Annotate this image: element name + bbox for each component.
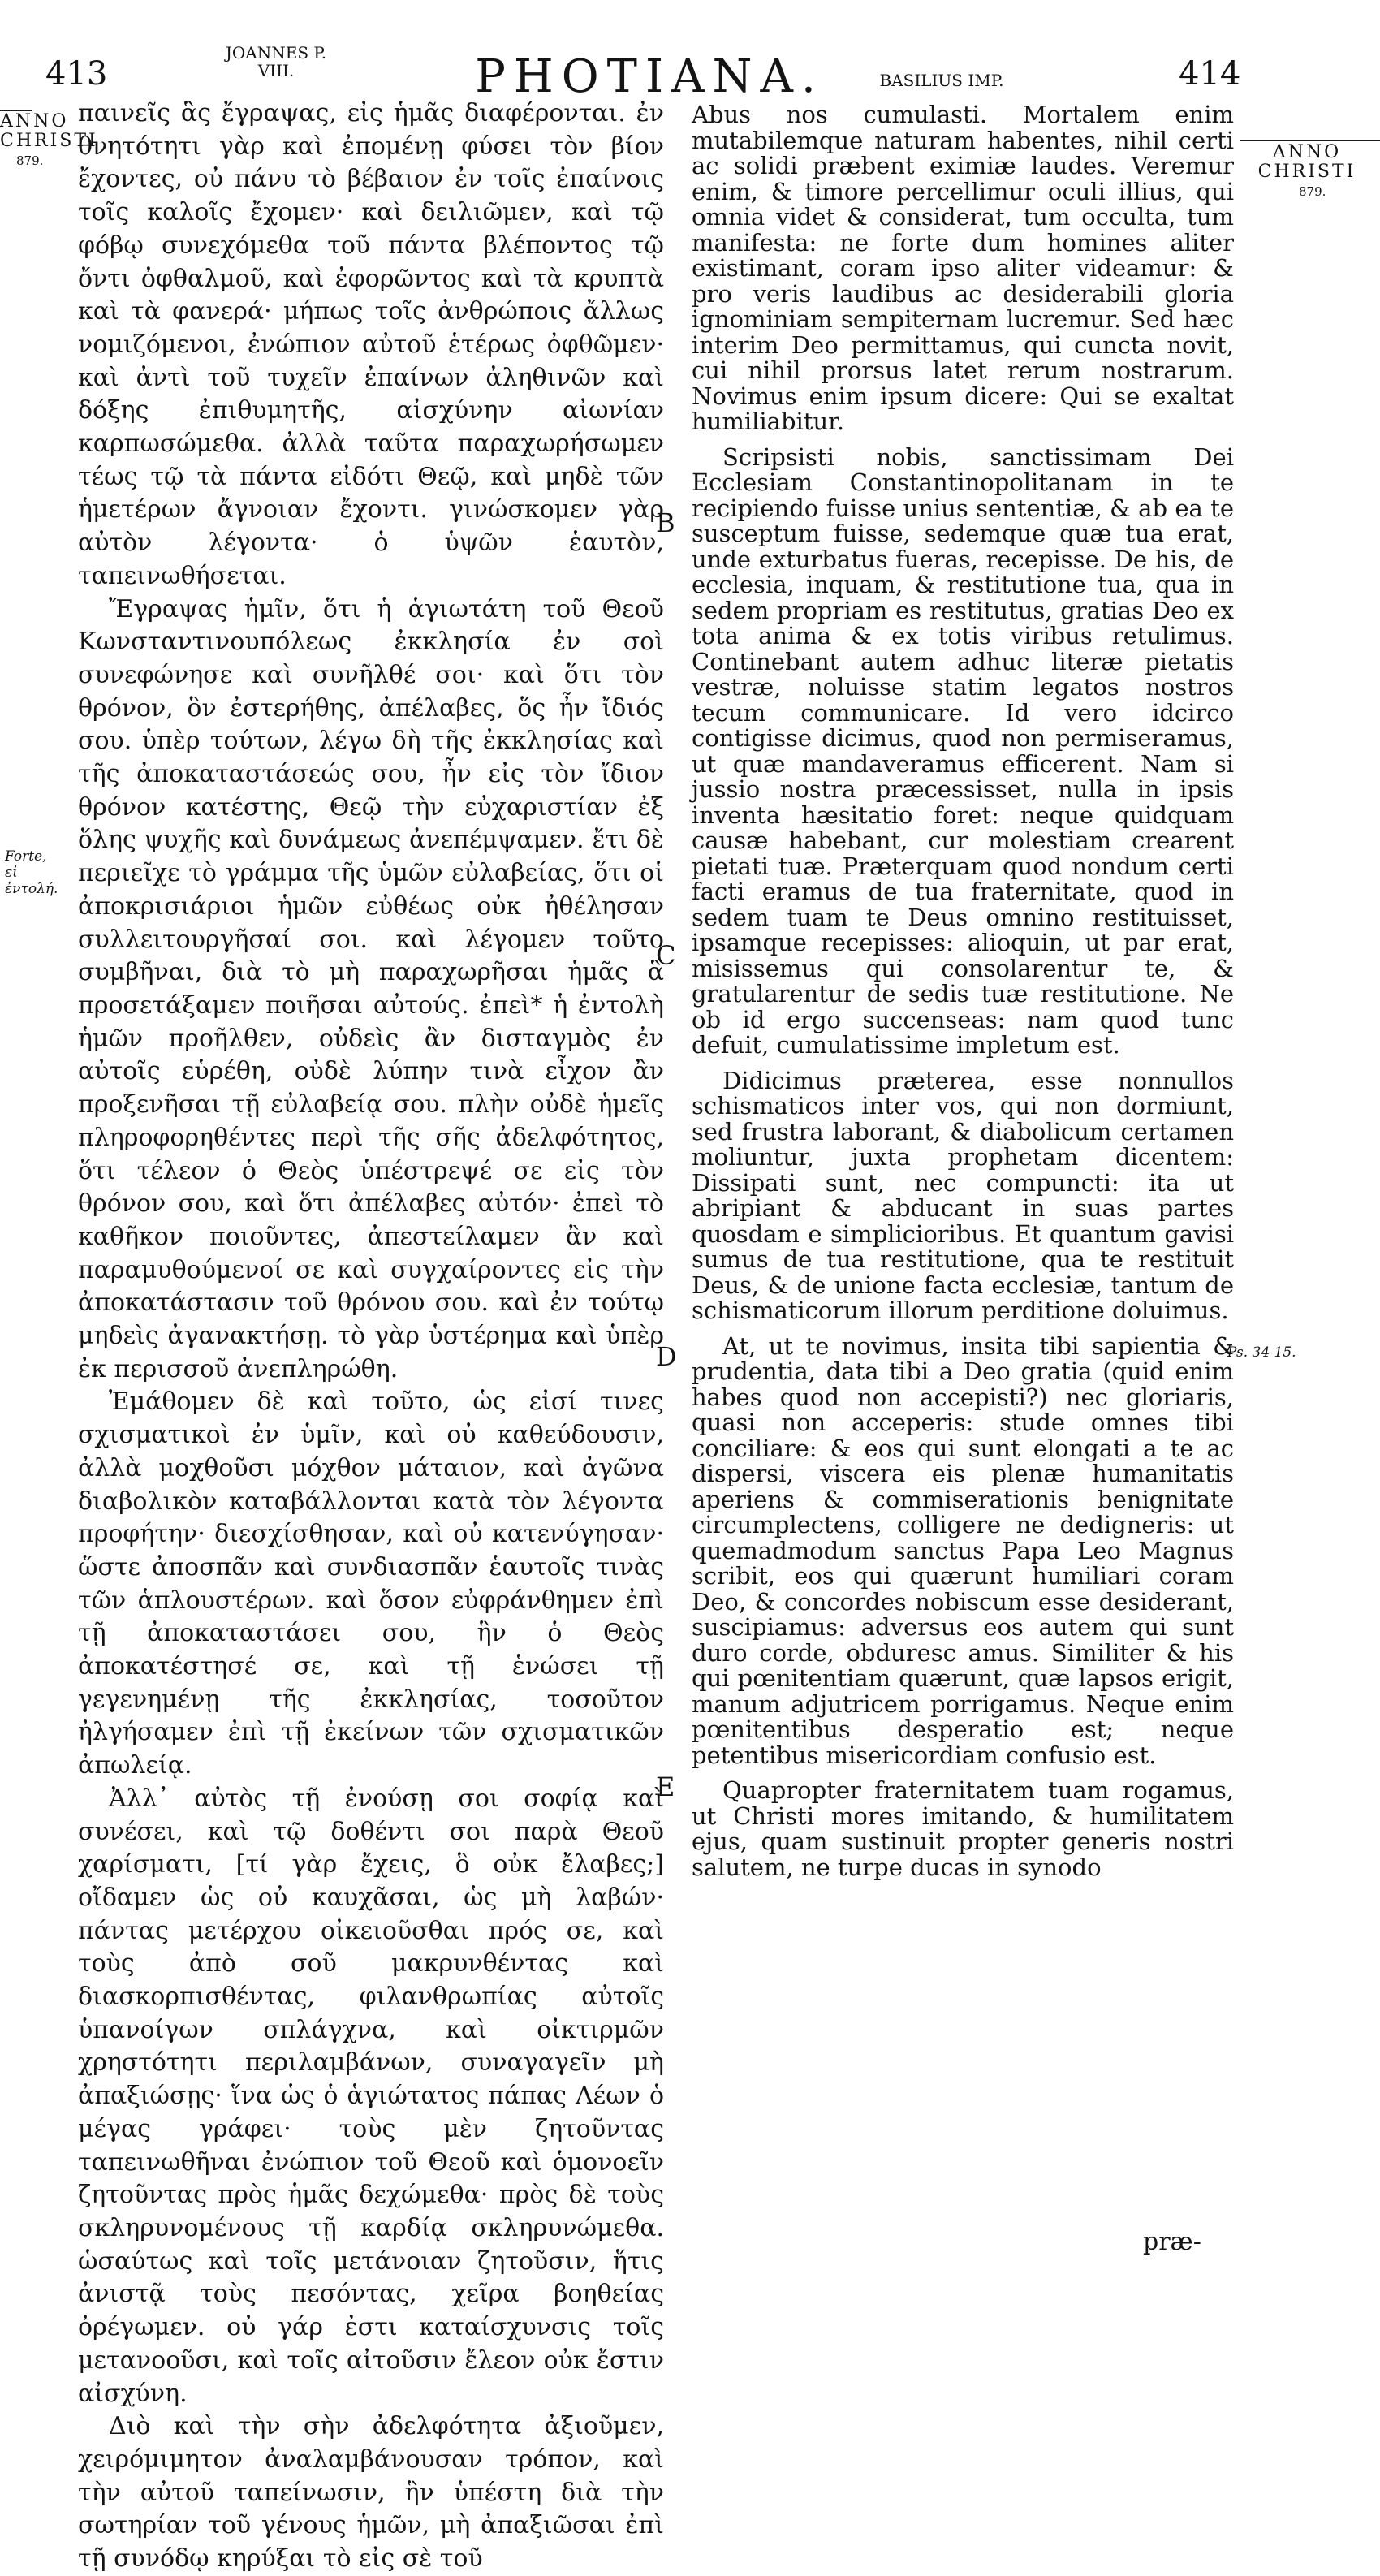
page-number-right: 414 — [1179, 55, 1241, 93]
catchword: præ- — [1143, 2228, 1201, 2256]
greek-paragraph: Διὸ καὶ τὴν σὴν ἀδελφότητα ἀξιοῦμεν, χειρόμιμητον ἀναλαμβάνουσαν τρόπον, καὶ τὴν αὐτοῦ ταπείνωσιν, ἣν ὑπέστη διὰ τὴν σωτηρίαν τοῦ γένους ἡμῶν, μὴ ἀπαξιῶσαι ἐπὶ τῇ συνόδῳ κηρύξαι τὸ εἰς σὲ τοῦ — [78, 2412, 664, 2574]
anno-label-right: ANNO CHRISTI — [1257, 142, 1356, 182]
page-number-left: 413 — [45, 55, 108, 93]
section-marker-c: C — [656, 940, 676, 971]
latin-paragraph: Didicimus præterea, esse nonnullos schismaticos inter vos, qui non dormiunt, sed frustra laborant, & diabolicum certamen moliuntur, juxta prophetam dicentem: Dissipati sunt, nec compuncti: ita ut abripiant & abducant in suas partes quosdam e simplicioribus. Et quantum gavisi sumus de tua restitutione, qua te restituit Deus, & de unione facta ecclesiæ, tantum de schismaticorum illorum perditione doluimus. — [692, 1066, 1234, 1324]
greek-column — [78, 97, 664, 2576]
anno-christi-left — [0, 111, 98, 170]
anno-christi-right — [1242, 143, 1372, 201]
greek-paragraph: Ἀλλ᾽ αὐτὸς τῇ ἐνούσῃ σοι σοφίᾳ καὶ συνέσει, καὶ τῷ δοθέντι σοι παρὰ Θεοῦ χαρίσματι, [τί γὰρ ἔχεις, ὃ οὐκ ἔλαβες;] οἴδαμεν ὡς οὐ καυχᾶσαι, ὡς μὴ λαβών· πάντας μετέρχου οἰκειοῦσθαι πρός σε, καὶ τοὺς ἀπὸ σοῦ μακρυνθέντας καὶ διασκορπισθέντας, φιλανθρωπίας αὐτοῖς ὑπανοίγων σπλάγχνα, καὶ οἰκτιρμῶν χρηστότητι περιλαμβάνων, συναγαγεῖν μὴ ἀπαξιώσῃς· ἵνα ὡς ὁ ἁγιώτατος πάπας Λέων ὁ μέγας γράφει· τοὺς μὲν ζητοῦντας ταπεινωθῆναι ἐνώπιον τοῦ Θεοῦ καὶ ὁμονοεῖν ζητοῦντας πρὸς ἡμᾶς δεχώμεθα· πρὸς δὲ τοὺς σκληρυνομένους τῇ καρδίᾳ σκληρυνώμεθα. ὡσαύτως καὶ τοῖς μετάνοιαν ζητοῦσιν, ἥτις ἀνιστᾷ τοὺς πεσόντας, χεῖρα βοηθείας ὀρέγωμεν. οὐ γάρ ἐστι καταίσχυνσις τοῖς μετανοοῦσι, καὶ τοῖς αἰτοῦσιν ἔλεον οὐκ ἔστιν αἰσχύνη. — [78, 1784, 664, 2408]
section-marker-e: E — [656, 1771, 675, 1802]
page-title: PHOTIANA. — [475, 50, 824, 103]
anno-year-right: 879. — [1299, 184, 1326, 199]
latin-paragraph: Abus nos cumulasti. Mortalem enim mutabilemque naturam habentes, nihil certi ac solidi præbent eximiæ laudes. Veremur enim, & timore percellimur oculi illius, qui omnia videt & considerat, tum occulta, tum manifesta: ne forte dum homines aliter existimant, coram ipso aliter videamur: & pro veris laudibus ac desiderabili gloria ignominiam sempiternam lucremur. Sed hæc interim Deo permittamus, qui cuncta novit, cui nihil prorsus latet rerum nostrarum. Novimus enim ipsum dicere: Qui se exaltat humiliabitur. — [692, 101, 1234, 435]
running-head-right: BASILIUS IMP. — [879, 71, 1004, 90]
latin-paragraph: At, ut te novimus, insita tibi sapientia & prudentia, data tibi a Deo gratia (quid enim habes quod non accepisti?) nec gloriaris, quasi non acceperis: stude omnes tibi conciliare: & eos qui sunt elongati a te ac dispersi, viscera eis plenæ humanitatis aperiens & commiserationis benignitate circumplectens, colligere ne dedigneris: ut quemadmodum sanctus Papa Leo Magnus scribit, eos qui quærunt humiliari coram Deo, & concordes nobiscum esse desiderant, suscipiamus: adversus eos autem qui sunt duro corde, obduresc amus. Similiter & his qui pœnitentiam quærunt, quæ lapsos erigit, manum adjutricem porrigamus. Neque enim pœnitentibus desperatio est; neque petentibus misericordiam confusio est. — [692, 1331, 1234, 1769]
running-head-left: JOANNES P. VIII. — [225, 43, 327, 80]
anno-year-left: 879. — [16, 153, 44, 168]
margin-note-forte: Forte, εἰ ἐντολή. — [5, 848, 58, 897]
greek-paragraph: Ἐμάθομεν δὲ καὶ τοῦτο, ὡς εἰσί τινες σχισματικοὶ ἐν ὑμῖν, καὶ οὐ καθεύδουσιν, ἀλλὰ μοχθοῦσι μόχθον μάταιον, καὶ ἀγῶνα διαβολικὸν καταβάλλονται κατὰ τὸν λέγοντα προφήτην· διεσχίσθησαν, καὶ οὐ κατενύγησαν· ὥστε ἀποσπᾶν καὶ συνδιασπᾶν ἑαυτοῖς τινὰς τῶν ἁπλουστέρων. καὶ ὅσον εὐφράνθημεν ἐπὶ τῇ ἀποκαταστάσει σου, ἣν ὁ Θεὸς ἀποκατέστησέ σε, καὶ τῇ ἑνώσει τῇ γεγενημένῃ τῆς ἐκκλησίας, τοσοῦτον ἠλγήσαμεν ἐπὶ τῇ ἐκείνων τῶν σχισματικῶν ἀπωλείᾳ. — [78, 1387, 664, 1780]
section-marker-d: D — [656, 1341, 677, 1372]
latin-paragraph: Scripsisti nobis, sanctissimam Dei Ecclesiam Constantinopolitanam in te recipiendo fuisse unius sententiæ, & ab ea te susceptum fuisse, sedemque quæ tua erat, unde exturbatus fueras, recepisse. De his, de ecclesia, inquam, & restitutione tua, qua in sedem propriam es restitutus, gratias Deo ex tota anima & ex totis viribus retulimus. Continebant autem adhuc literæ pietatis vestræ, noluisse statim legatos nostros tecum communicare. Id vero idcirco contigisse dicimus, quod non permiseramus, ut quæ mandaveramus efficerent. Nam si jussio nostra præcessisset, nulla in ipsis inventa hæsitatio foret: neque quidquam causæ habebant, cur molestiam crearent pietati tuæ. Præterquam quod nondum certi facti eramus de tua fraternitate, quod in sedem tuam te Deus omnino restituisset, ipsamque recepisses: alioquin, ut par erat, misissemus qui consolarentur te, & gratularentur de sedis tuæ restitutione. Ne ob id ergo succenseas: nam quod tunc defuit, cumulatissime impletum est. — [692, 442, 1234, 1059]
greek-paragraph: Ἔγραψας ἡμῖν, ὅτι ἡ ἁγιωτάτη τοῦ Θεοῦ Κωνσταντινουπόλεως ἐκκλησία ἐν σοὶ συνεφώνησε καὶ συνῆλθέ σοι· καὶ ὅτι τὸν θρόνον, ὃν ἐστερήθης, ἀπέλαβες, ὅς ἦν ἴδιός σου. ὑπὲρ τούτων, λέγω δὴ τῆς ἐκκλησίας καὶ τῆς ἀποκαταστάσεώς σου, ἦν εἰς τὸν ἴδιον θρόνον κατέστης, Θεῷ τὴν εὐχαριστίαν ἐξ ὅλης ψυχῆς καὶ δυνάμεως ἀνεπέμψαμεν. ἔτι δὲ περιεῖχε τὸ γράμμα τῆς ὑμῶν εὐλαβείας, ὅτι οἱ ἀποκρισιάριοι ἡμῶν εὐθέως οὐκ ἠθέλησαν συλλειτουργῆσαί σοι. καὶ λέγομεν τοῦτο συμβῆναι, διὰ τὸ μὴ παραχωρῆσαι ἡμᾶς ἃ προσετάξαμεν ποιῆσαι αὐτούς. ἐπεὶ* ἡ ἐντολὴ ἡμῶν προῆλθεν, οὐδεὶς ἂν δισταγμὸς ἐν αὐτοῖς εὑρέθη, οὐδὲ λύπην τινὰ εἶχον ἂν προξενῆσαι τῇ εὐλαβείᾳ σου. πλὴν οὐδὲ ἡμεῖς πληροφορηθέντες περὶ τῆς σῆς ἀδελφότητος, ὅτι τέλεον ὁ Θεὸς ὑπέστρεψέ σε εἰς τὸν θρόνον σου, καὶ ὅτι ἀπέλαβες αὐτόν· ἐπεὶ τὸ καθῆκον ποιοῦντες, ἀπεστείλαμεν ἂν καὶ παραμυθούμενοί σε καὶ συγχαίροντες εἰς τὴν ἀποκατάστασιν τοῦ θρόνου σου. καὶ ἐν τούτῳ μηδεὶς ἀγανακτήσῃ. τὸ γὰρ ὑστέρημα καὶ ὑπὲρ ἐκ περισσοῦ ἀνεπληρώθη. — [78, 594, 664, 1383]
header-rule-right — [1240, 140, 1380, 141]
anno-label-left: ANNO CHRISTI — [0, 111, 98, 151]
greek-paragraph: παινεῖς ἃς ἔγραψας, εἰς ἡμᾶς διαφέρονται. ἐν θνητότητι γὰρ καὶ ἐπομένῃ φύσει τὸν βίον ἔχοντες, οὐ πάνυ τὸ βέβαιον ἐν τοῖς ἐπαίνοις τοῖς καλοῖς ἔχομεν· καὶ δειλιῶμεν, καὶ τῷ φόβῳ συνεχόμεθα τοῦ πάντα βλέποντος τῷ ὄντι ὀφθαλμοῦ, καὶ ἐφορῶντος καὶ τὰ κρυπτὰ καὶ τὰ φανερά· μήπως τοῖς ἀνθρώποις ἄλλως νομιζόμενοι, ἐνώπιον αὐτοῦ ἑτέρως ὀφθῶμεν· καὶ ἀντὶ τοῦ τυχεῖν ἐπαίνων ἀληθινῶν καὶ δόξης ἐπιθυμητῆς, αἰσχύνην αἰωνίαν καρπωσώμεθα. ἀλλὰ ταῦτα παραχωρήσωμεν τέως τῷ τὰ πάντα εἰδότι Θεῷ, καὶ μηδὲ τῶν ἡμετέρων ἄγνοιαν ἔχοντι. γινώσκομεν γὰρ αὐτὸν λέγοντα· ὁ ὑψῶν ἑαυτὸν, ταπεινωθήσεται. — [78, 99, 664, 590]
section-marker-b: B — [656, 507, 675, 538]
margin-note-psalm: Ps. 34 15. — [1227, 1344, 1296, 1361]
latin-column — [692, 102, 1234, 1890]
latin-paragraph: Quapropter fraternitatem tuam rogamus, ut Christi mores imitando, & humilitatem ejus, quam sustinuit propter generis nostri salutem, ne turpe ducas in synodo — [692, 1776, 1234, 1881]
